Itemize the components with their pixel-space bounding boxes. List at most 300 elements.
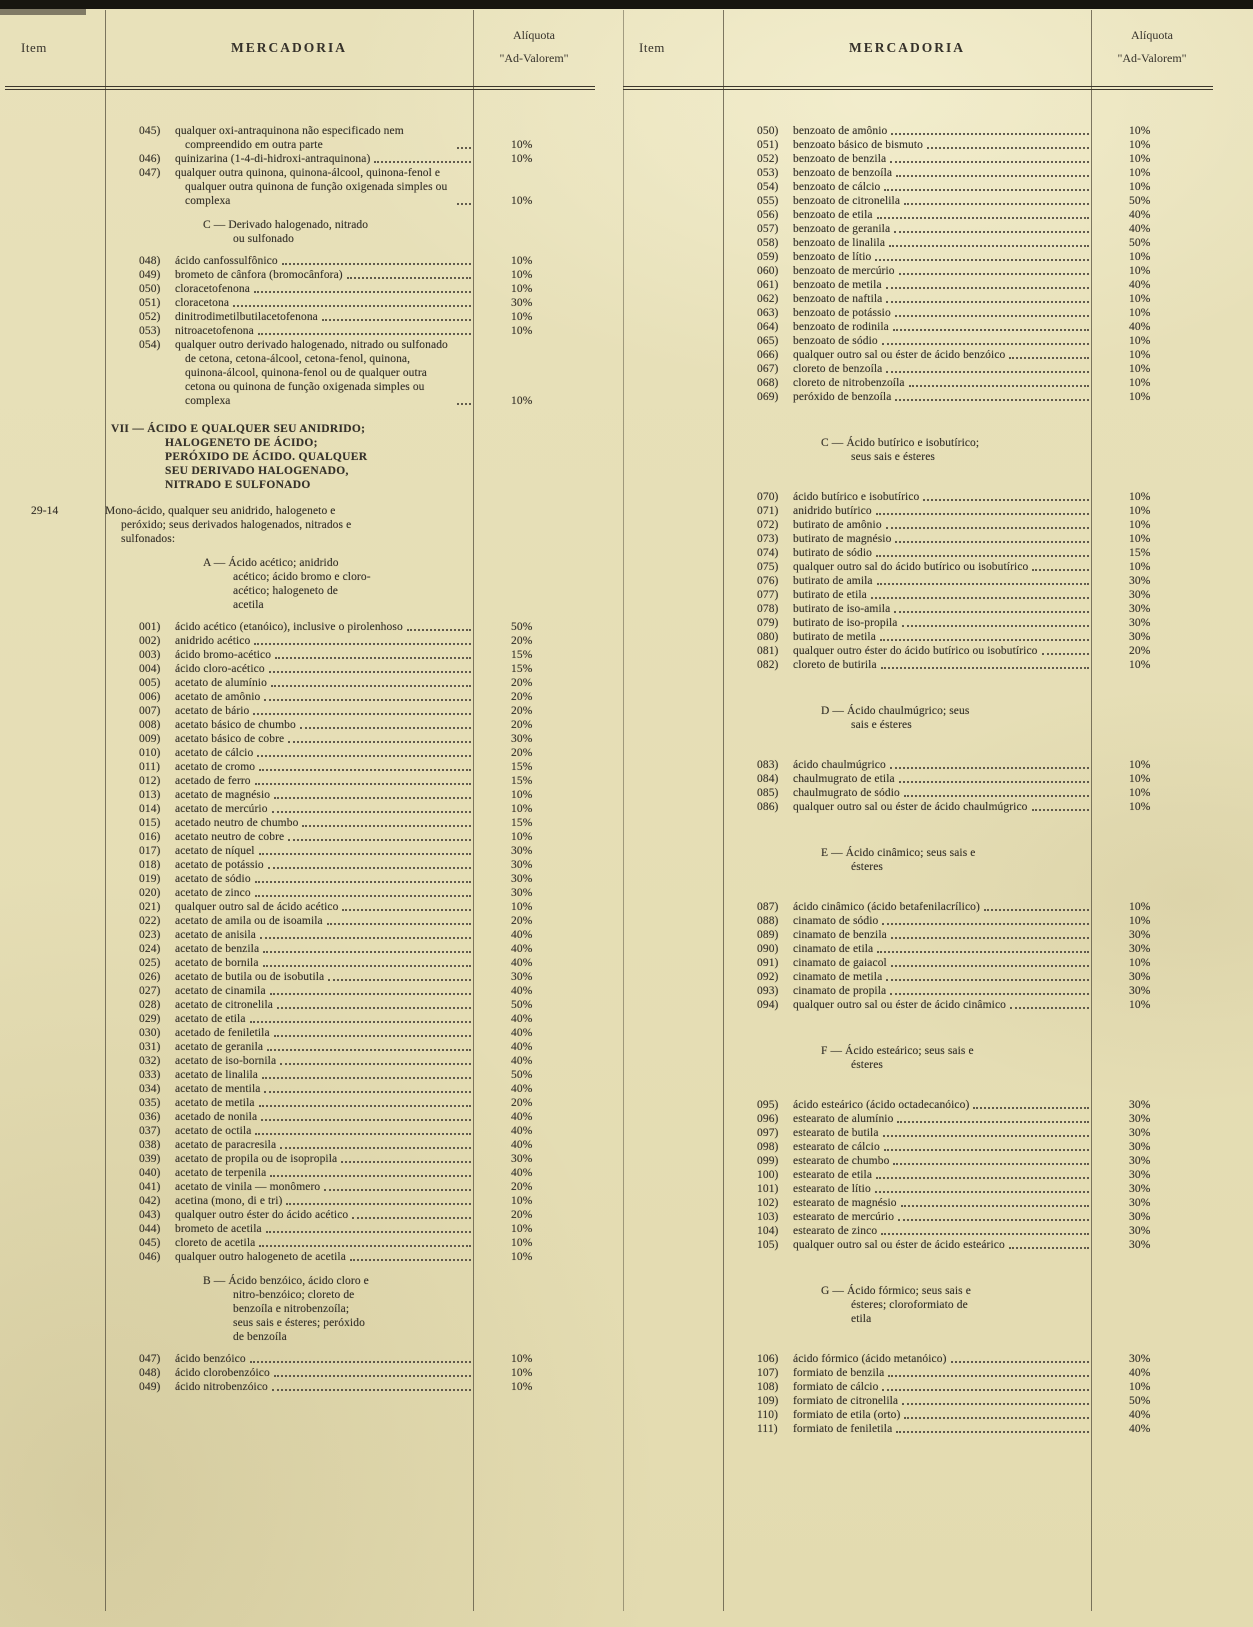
dot-leader	[899, 781, 1089, 783]
item-description: qualquer outro sal ou éster de ácido esteárico	[793, 1239, 1005, 1251]
dot-leader	[258, 333, 471, 335]
dot-leader	[876, 555, 1089, 557]
item-rate: 30%	[1129, 1225, 1151, 1237]
header-aliquota-line2: "Ad-Valorem"	[499, 50, 569, 65]
item-description: butirato de magnésio	[793, 533, 892, 545]
two-column-layout	[5, 10, 1251, 1627]
dot-leader	[266, 1231, 471, 1233]
item-number: 111)	[757, 1423, 778, 1435]
item-number: 069)	[757, 391, 779, 403]
dot-leader	[894, 611, 1089, 613]
item-description: butirato de amônio	[793, 519, 882, 531]
item-number: 086)	[757, 801, 779, 813]
item-description: acetado de nonila	[175, 1111, 258, 1123]
tariff-entry-row	[723, 138, 1213, 152]
item-number: 058)	[757, 237, 779, 249]
header-item: Item	[639, 40, 665, 55]
item-description: acetato de bornila	[175, 957, 259, 969]
item-rate: 30%	[1129, 617, 1151, 629]
item-number: 091)	[757, 957, 779, 969]
item-description: benzoato de mercúrio	[793, 265, 895, 277]
dot-leader	[886, 527, 1089, 529]
item-rate: 30%	[1129, 631, 1151, 643]
item-number: 006)	[139, 691, 161, 703]
tariff-entry-row	[105, 858, 595, 872]
item-description: butirato de iso-amila	[793, 603, 891, 615]
tariff-entry-row	[105, 282, 595, 296]
item-rate: 20%	[511, 677, 533, 689]
item-number: 047)	[139, 1353, 161, 1365]
item-rate: 30%	[1129, 943, 1151, 955]
dot-leader	[322, 319, 471, 321]
tariff-entry-row	[105, 676, 595, 690]
item-number: 055)	[757, 195, 779, 207]
dot-leader	[274, 1035, 471, 1037]
dot-leader	[871, 597, 1089, 599]
item-description: qualquer outro derivado halogenado, nitrado ou sulfonado de cetona, cetona-álcool, cetona-fenol, quinona, quinona-álcool, quinona-fenol ou de qualquer outra cetona ou quinona de função oxigenada simples ou complexa	[175, 339, 448, 407]
item-description: acetato de etila	[175, 1013, 246, 1025]
tariff-entry-row	[105, 1096, 595, 1110]
tariff-entry-row	[723, 914, 1213, 928]
item-number: 045)	[139, 125, 161, 137]
dot-leader	[262, 1077, 471, 1079]
dot-leader	[927, 147, 1089, 149]
tariff-entry-row	[723, 772, 1213, 786]
item-number: 030)	[139, 1027, 161, 1039]
item-description: cinamato de metila	[793, 971, 883, 983]
tariff-entry-row	[105, 1054, 595, 1068]
item-rate: 30%	[1129, 985, 1151, 997]
item-rate: 10%	[511, 139, 533, 151]
dot-leader	[884, 1149, 1089, 1151]
item-description: acetato de iso-bornila	[175, 1055, 277, 1067]
dot-leader	[882, 1389, 1089, 1391]
dot-leader	[973, 1107, 1089, 1109]
item-rate: 10%	[511, 803, 533, 815]
item-description: cloracetona	[175, 297, 230, 309]
dot-leader	[894, 231, 1089, 233]
item-rate: 40%	[511, 985, 533, 997]
item-rate: 10%	[1129, 391, 1151, 403]
dot-leader	[264, 1091, 471, 1093]
tariff-entry-row	[105, 1180, 595, 1194]
item-rate: 10%	[1129, 999, 1151, 1011]
dot-leader	[259, 1245, 471, 1247]
dot-leader	[882, 923, 1089, 925]
right-column	[623, 10, 1213, 1627]
dot-leader	[342, 909, 471, 911]
item-rate: 30%	[511, 297, 533, 309]
item-number: 059)	[757, 251, 779, 263]
item-rate: 40%	[1129, 1409, 1151, 1421]
item-description: acetato de butila ou de isobutila	[175, 971, 325, 983]
dot-leader	[893, 329, 1089, 331]
item-description: ácido canfossulfônico	[175, 255, 278, 267]
header-aliquota-line2: "Ad-Valorem"	[1117, 50, 1187, 65]
dot-leader	[288, 741, 471, 743]
item-number: 009)	[139, 733, 161, 745]
tariff-entry-row	[105, 1110, 595, 1124]
tariff-entry-row	[105, 338, 595, 408]
item-description: formiato de citronelila	[793, 1395, 899, 1407]
item-rate: 10%	[1129, 307, 1151, 319]
tariff-entry-row	[723, 320, 1213, 334]
item-rate: 10%	[1129, 363, 1151, 375]
dot-leader	[1010, 1007, 1089, 1009]
tariff-entry-row	[723, 970, 1213, 984]
dot-leader	[909, 385, 1089, 387]
item-description: estearato de mercúrio	[793, 1211, 895, 1223]
dot-leader	[300, 727, 471, 729]
tariff-entry-row	[723, 1126, 1213, 1140]
item-description: quinizarina (1-4-di-hidroxi-antraquinona)	[175, 153, 371, 165]
tariff-entry-row	[723, 278, 1213, 292]
dot-leader	[875, 1191, 1089, 1193]
dot-leader	[889, 245, 1089, 247]
item-rate: 40%	[511, 1013, 533, 1025]
item-rate: 10%	[1129, 519, 1151, 531]
item-description: acetato de geranila	[175, 1041, 264, 1053]
tariff-entry-row	[723, 390, 1213, 404]
item-rate: 15%	[511, 663, 533, 675]
item-description: benzoato de etila	[793, 209, 873, 221]
item-rate: 10%	[511, 153, 533, 165]
item-description: benzoato de sódio	[793, 335, 878, 347]
tariff-entry-row	[723, 124, 1213, 138]
dot-leader	[286, 1203, 471, 1205]
item-rate: 15%	[511, 817, 533, 829]
tariff-entry-row	[723, 1366, 1213, 1380]
item-number: 016)	[139, 831, 161, 843]
item-rate: 10%	[511, 1381, 533, 1393]
tariff-entry-row	[723, 1210, 1213, 1224]
item-rate: 10%	[511, 269, 533, 281]
item-number: 035)	[139, 1097, 161, 1109]
tariff-entry-row	[105, 914, 595, 928]
tariff-entry-row	[105, 774, 595, 788]
item-description: cinamato de propila	[793, 985, 887, 997]
item-rate: 10%	[1129, 915, 1151, 927]
item-number: 049)	[139, 1381, 161, 1393]
item-description: estearato de zinco	[793, 1225, 878, 1237]
item-description: cinamato de benzila	[793, 929, 887, 941]
item-description: qualquer outro halogeneto de acetila	[175, 1251, 346, 1263]
item-rate: 20%	[511, 719, 533, 731]
tariff-entry-row	[105, 1012, 595, 1026]
header-item: Item	[21, 40, 47, 55]
tariff-entry-row	[723, 376, 1213, 390]
item-rate: 10%	[511, 195, 533, 207]
header-mercadoria: MERCADORIA	[231, 40, 347, 55]
item-description: acetato de amônio	[175, 691, 261, 703]
dot-leader	[984, 909, 1089, 911]
item-rate: 10%	[511, 1353, 533, 1365]
item-description: acetato de metila	[175, 1097, 255, 1109]
tariff-entry-row	[723, 900, 1213, 914]
item-rate: 10%	[511, 255, 533, 267]
dot-leader	[374, 161, 471, 163]
dot-leader	[288, 839, 471, 841]
dot-leader	[280, 1147, 471, 1149]
item-rate: 30%	[511, 1153, 533, 1165]
dot-leader	[1009, 1247, 1089, 1249]
tariff-entry-row	[105, 310, 595, 324]
section-heading	[723, 704, 1113, 732]
tariff-entry-row	[723, 1380, 1213, 1394]
item-rate: 30%	[1129, 603, 1151, 615]
item-rate: 10%	[511, 283, 533, 295]
dot-leader	[233, 305, 471, 307]
item-description: acetato de níquel	[175, 845, 255, 857]
dot-leader	[896, 1431, 1089, 1433]
item-rate: 50%	[511, 999, 533, 1011]
dot-leader	[886, 301, 1089, 303]
item-description: benzoato de rodinila	[793, 321, 889, 333]
tariff-entry-row	[723, 1168, 1213, 1182]
item-description: benzoato de naftila	[793, 293, 883, 305]
item-rate: 20%	[511, 915, 533, 927]
section-heading	[723, 846, 1113, 874]
item-rate: 30%	[511, 845, 533, 857]
tariff-entry-row	[105, 1152, 595, 1166]
tariff-entry-row	[105, 802, 595, 816]
lead-paragraph	[31, 504, 495, 546]
tariff-entry-row	[723, 180, 1213, 194]
section-heading	[105, 1274, 495, 1344]
item-rate: 10%	[511, 1237, 533, 1249]
tariff-entry-row	[105, 998, 595, 1012]
dot-leader	[890, 767, 1089, 769]
item-number: 025)	[139, 957, 161, 969]
item-number: 071)	[757, 505, 779, 517]
dot-leader	[897, 1121, 1089, 1123]
dot-leader	[901, 1205, 1089, 1207]
tariff-entry-row	[723, 956, 1213, 970]
item-description: acetato de paracresila	[175, 1139, 277, 1151]
item-number: 005)	[139, 677, 161, 689]
item-description: qualquer outro sal do ácido butírico ou isobutírico	[793, 561, 1029, 573]
item-number: 097)	[757, 1127, 779, 1139]
item-description: ácido clorobenzóico	[175, 1367, 270, 1379]
item-number: 029)	[139, 1013, 161, 1025]
tariff-entry-row	[105, 152, 595, 166]
item-description: acetato de vinila — monômero	[175, 1181, 321, 1193]
item-rate: 50%	[1129, 1395, 1151, 1407]
dot-leader	[255, 783, 471, 785]
item-number: 085)	[757, 787, 779, 799]
tariff-entry-row	[723, 998, 1213, 1012]
item-number: 108)	[757, 1381, 779, 1393]
item-rate: 10%	[1129, 561, 1151, 573]
item-description: ácido butírico e isobutírico	[793, 491, 920, 503]
item-number: 089)	[757, 929, 779, 941]
dot-leader	[282, 263, 471, 265]
item-number: 051)	[757, 139, 779, 151]
dot-leader	[882, 343, 1089, 345]
item-rate: 40%	[511, 943, 533, 955]
item-number: 020)	[139, 887, 161, 899]
item-number: 008)	[139, 719, 161, 731]
lead-paragraph-text: Mono-ácido, qualquer seu anidrido, halogeneto e peróxido; seus derivados halogenados, nitrados e sulfonados:	[105, 505, 352, 545]
item-number: 095)	[757, 1099, 779, 1111]
tariff-entry-row	[105, 928, 595, 942]
dot-leader	[253, 713, 471, 715]
item-rate: 30%	[1129, 1141, 1151, 1153]
item-description: dinitrodimetilbutilacetofenona	[175, 311, 318, 323]
dot-leader	[898, 1219, 1089, 1221]
section-heading	[723, 1284, 1113, 1326]
dot-leader	[250, 1361, 471, 1363]
item-rate: 10%	[1129, 349, 1151, 361]
item-description: acetato de linalila	[175, 1069, 258, 1081]
tariff-entry-row	[723, 264, 1213, 278]
item-description: benzoato de linalila	[793, 237, 886, 249]
item-description: acetato de octila	[175, 1125, 252, 1137]
tariff-entry-row	[105, 1352, 595, 1366]
section-heading	[723, 436, 1113, 464]
item-description: acetato de benzila	[175, 943, 260, 955]
item-description: acetato de alumínio	[175, 677, 267, 689]
dot-leader	[886, 979, 1089, 981]
item-rate: 10%	[1129, 167, 1151, 179]
dot-leader	[899, 273, 1089, 275]
item-rate: 30%	[1129, 1197, 1151, 1209]
header-mercadoria: MERCADORIA	[849, 40, 965, 55]
dot-leader	[270, 993, 471, 995]
item-rate: 10%	[1129, 293, 1151, 305]
dot-leader	[255, 1133, 471, 1135]
item-number: 107)	[757, 1367, 779, 1379]
item-number: 028)	[139, 999, 161, 1011]
dot-leader	[890, 161, 1089, 163]
tariff-entry-row	[105, 1250, 595, 1264]
item-number: 081)	[757, 645, 779, 657]
dot-leader	[277, 1007, 471, 1009]
dot-leader	[254, 643, 471, 645]
item-rate: 10%	[1129, 957, 1151, 969]
item-number: 050)	[139, 283, 161, 295]
header-aliquota	[1091, 10, 1213, 86]
tariff-entry-row	[723, 166, 1213, 180]
item-description: estearato de etila	[793, 1169, 873, 1181]
tariff-entry-row	[723, 630, 1213, 644]
item-description: estearato de chumbo	[793, 1155, 890, 1167]
item-description: brometo de acetila	[175, 1223, 262, 1235]
item-number: 064)	[757, 321, 779, 333]
item-description: acetato de cinamila	[175, 985, 266, 997]
tariff-entry-row	[105, 942, 595, 956]
item-number: 044)	[139, 1223, 161, 1235]
item-number: 073)	[757, 533, 779, 545]
tariff-entry-row	[105, 1380, 595, 1394]
item-number: 087)	[757, 901, 779, 913]
item-number: 096)	[757, 1113, 779, 1125]
section-heading-text: E — Ácido cinâmico; seus sais e ésteres	[821, 847, 976, 873]
item-rate: 40%	[1129, 223, 1151, 235]
tariff-entry-row	[723, 236, 1213, 250]
dot-leader	[341, 1161, 471, 1163]
tariff-entry-row	[723, 588, 1213, 602]
item-rate: 15%	[1129, 547, 1151, 559]
item-rate: 10%	[1129, 659, 1151, 671]
tariff-entry-row	[723, 758, 1213, 772]
item-rate: 30%	[511, 859, 533, 871]
dot-leader	[259, 1105, 471, 1107]
tariff-entry-row	[105, 1138, 595, 1152]
tariff-entry-row	[105, 1166, 595, 1180]
dot-leader	[259, 769, 471, 771]
item-rate: 40%	[511, 1125, 533, 1137]
item-description: cloreto de nitrobenzoíla	[793, 377, 905, 389]
tariff-entry-row	[723, 1352, 1213, 1366]
item-description: cinamato de sódio	[793, 915, 879, 927]
tariff-entry-row	[723, 546, 1213, 560]
dot-leader	[259, 853, 471, 855]
item-description: qualquer outro éster do ácido butírico ou isobutírico	[793, 645, 1038, 657]
item-number: 082)	[757, 659, 779, 671]
item-description: butirato de etila	[793, 589, 867, 601]
item-number: 031)	[139, 1041, 161, 1053]
item-rate: 40%	[511, 1027, 533, 1039]
item-description: qualquer outra quinona, quinona-álcool, quinona-fenol e qualquer outra quinona de função oxigenada simples ou complexa	[175, 167, 448, 207]
item-description: acetato básico de cobre	[175, 733, 285, 745]
dot-leader	[896, 175, 1089, 177]
item-rate: 30%	[511, 887, 533, 899]
dot-leader	[274, 1375, 471, 1377]
item-rate: 40%	[1129, 321, 1151, 333]
item-description: estearato de magnésio	[793, 1197, 897, 1209]
section-heading-text: F — Ácido esteárico; seus sais e ésteres	[821, 1045, 974, 1071]
tariff-entry-row	[105, 1068, 595, 1082]
item-number: 105)	[757, 1239, 779, 1251]
tariff-entry-row	[723, 292, 1213, 306]
item-number: 060)	[757, 265, 779, 277]
item-number: 076)	[757, 575, 779, 587]
item-number: 103)	[757, 1211, 779, 1223]
dot-leader	[270, 1175, 471, 1177]
item-description: ácido esteárico (ácido octadecanóico)	[793, 1099, 970, 1111]
item-rate: 10%	[1129, 181, 1151, 193]
item-description: ácido bromo-acético	[175, 649, 272, 661]
tariff-entry-row	[723, 504, 1213, 518]
tariff-entry-row	[723, 1422, 1213, 1436]
dot-leader	[255, 881, 471, 883]
section-heading-text: C — Derivado halogenado, nitrado ou sulfonado	[203, 219, 369, 245]
tariff-entry-row	[105, 886, 595, 900]
item-description: ácido nitrobenzóico	[175, 1381, 268, 1393]
item-rate: 40%	[511, 1167, 533, 1179]
item-description: estearato de butila	[793, 1127, 879, 1139]
chapter-title-text: VII — ÁCIDO E QUALQUER SEU ANIDRIDO; HALOGENETO DE ÁCIDO; PERÓXIDO DE ÁCIDO. QUALQUER SEU DERIVADO HALOGENADO, NITRADO E SULFONADO	[111, 423, 368, 491]
item-number: 051)	[139, 297, 161, 309]
item-description: ácido fórmico (ácido metanóico)	[793, 1353, 947, 1365]
top-ink-bar	[0, 0, 1253, 9]
item-description: formiato de cálcio	[793, 1381, 879, 1393]
item-number: 084)	[757, 773, 779, 785]
item-number: 024)	[139, 943, 161, 955]
item-description: acetato de terpenila	[175, 1167, 267, 1179]
section-heading-text: B — Ácido benzóico, ácido cloro e nitro-benzóico; cloreto de benzoíla e nitrobenzoíla; seus sais e ésteres; peróxido de benzoíla	[203, 1275, 369, 1343]
dot-leader	[268, 867, 471, 869]
item-rate: 40%	[511, 957, 533, 969]
item-number: 046)	[139, 153, 161, 165]
dot-leader	[267, 1049, 471, 1051]
item-rate: 10%	[511, 1223, 533, 1235]
tariff-entry-row	[723, 152, 1213, 166]
dot-leader	[1009, 357, 1089, 359]
tariff-entry-row	[723, 250, 1213, 264]
dot-leader	[1032, 809, 1089, 811]
